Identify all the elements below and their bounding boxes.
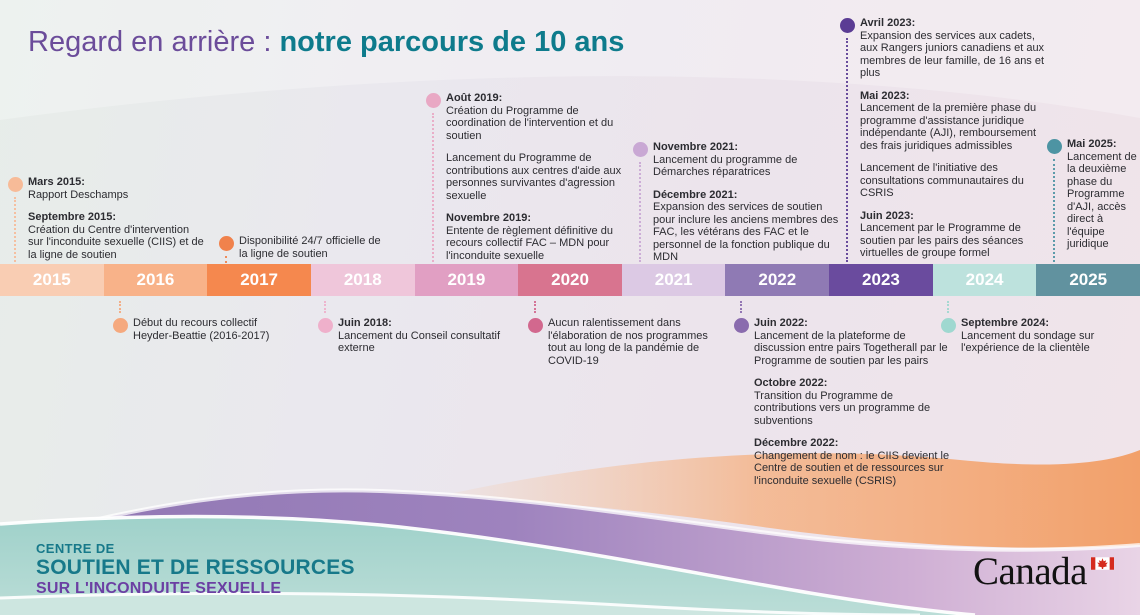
timeline-event-below-2022 — [754, 317, 950, 487]
year-2021: 2021 — [622, 264, 726, 296]
event-connector-line — [639, 162, 641, 262]
event-entry — [860, 90, 1050, 153]
event-dot-icon — [219, 236, 234, 251]
year-2015: 2015 — [0, 264, 104, 296]
event-text: Expansion des services aux cadets, aux Rangers juniors canadiens et aux membres de leur famille, de 16 ans et plus — [860, 29, 1045, 79]
event-text: Création du Programme de coordination de l'intervention et du soutien — [446, 104, 614, 142]
year-2020: 2020 — [518, 264, 622, 296]
event-text: Lancement de la plateforme de discussion entre pairs Togetherall par le Programme de soutien par les pairs — [754, 329, 948, 367]
timeline-event-above-2023 — [860, 17, 1050, 260]
event-date: Octobre 2022: — [754, 377, 828, 389]
year-2023: 2023 — [829, 264, 933, 296]
timeline-bar — [0, 264, 1140, 296]
page-title — [28, 25, 624, 60]
year-2024: 2024 — [933, 264, 1037, 296]
event-text: Transition du Programme de contributions vers un programme de subventions — [754, 389, 931, 427]
event-text: Lancement de la deuxième phase du Programme d'AJI, accès direct à l'équipe juridique — [1067, 150, 1137, 250]
event-date: Novembre 2021: — [653, 141, 738, 153]
timeline-event-above-2017 — [239, 235, 391, 260]
event-date: Août 2019: — [446, 92, 503, 104]
event-connector-line — [534, 301, 536, 313]
event-date: Juin 2018: — [338, 317, 392, 329]
event-text: Changement de nom : le CIIS devient le Centre de soutien et de ressources sur l'inconduite sexuelle (CSRIS) — [754, 449, 950, 487]
org-logo-line3: SUR L'INCONDUITE SEXUELLE — [36, 580, 282, 597]
event-dot-icon — [840, 18, 855, 33]
event-dot-icon — [734, 318, 749, 333]
timeline-event-below-2024 — [961, 317, 1113, 355]
timeline-event-below-2020 — [548, 317, 720, 367]
event-dot-icon — [1047, 139, 1062, 154]
event-text: Création du Centre d'intervention sur l'inconduite sexuelle (CIIS) et de la ligne de soutien — [28, 223, 204, 261]
event-text: Lancement de la première phase du programme d'assistance juridique indépendante (AJI), remboursement des frais juridiques admissibles — [860, 102, 1037, 152]
year-2019: 2019 — [415, 264, 519, 296]
event-entry — [548, 317, 720, 367]
event-date: Mai 2025: — [1067, 138, 1117, 150]
year-2018: 2018 — [311, 264, 415, 296]
event-dot-icon — [633, 142, 648, 157]
event-entry — [446, 212, 630, 262]
canada-wordmark: Canada — [973, 550, 1087, 593]
event-text: Lancement de l'initiative des consultations communautaires du CSRIS — [860, 162, 1024, 199]
event-text: Rapport Deschamps — [28, 188, 129, 201]
event-date: Juin 2022: — [754, 317, 808, 329]
org-logo-line2: SOUTIEN ET DE RESSOURCES — [36, 556, 355, 579]
event-text: Lancement du programme de Démarches réparatrices — [653, 153, 798, 178]
event-dot-icon — [426, 93, 441, 108]
event-entry — [653, 141, 841, 179]
event-connector-line — [947, 301, 949, 313]
year-2017: 2017 — [207, 264, 311, 296]
event-text: Aucun ralentissement dans l'élaboration de nos programmes tout au long de la pandémie de COVID-19 — [548, 317, 708, 367]
org-logo — [36, 541, 355, 598]
timeline-event-below-2018 — [338, 317, 510, 355]
event-date: Septembre 2015: — [28, 211, 117, 223]
event-text: Entente de règlement définitive du recours collectif FAC – MDN pour l'inconduite sexuelle — [446, 224, 613, 262]
event-connector-line — [225, 256, 227, 263]
event-entry — [446, 92, 630, 142]
event-dot-icon — [528, 318, 543, 333]
event-date: Décembre 2021: — [653, 188, 738, 201]
event-entry — [28, 176, 206, 201]
year-2025: 2025 — [1036, 264, 1140, 296]
event-dot-icon — [318, 318, 333, 333]
event-entry — [754, 377, 950, 427]
year-2016: 2016 — [104, 264, 208, 296]
event-text: Début du recours collectif Heyder-Beattie (2016-2017) — [133, 317, 270, 342]
event-entry — [860, 17, 1050, 80]
timeline-event-below-2016 — [133, 317, 295, 342]
event-date: Mars 2015: — [28, 176, 85, 188]
event-text: Lancement du sondage sur l'expérience de la clientèle — [961, 329, 1095, 354]
event-date: Décembre 2022: — [754, 437, 839, 449]
event-date: Avril 2023: — [860, 17, 916, 29]
event-entry — [133, 317, 295, 342]
event-entry — [653, 189, 841, 264]
event-entry — [446, 152, 630, 202]
timeline-event-above-2015 — [28, 176, 206, 261]
event-entry — [239, 235, 391, 260]
event-connector-line — [1053, 159, 1055, 262]
timeline-event-above-2021 — [653, 141, 841, 264]
year-2022: 2022 — [725, 264, 829, 296]
timeline-event-above-2025 — [1067, 138, 1140, 251]
event-dot-icon — [8, 177, 23, 192]
event-connector-line — [324, 301, 326, 313]
page-title-prefix: Regard en arrière : — [28, 26, 280, 58]
event-date: Septembre 2024: — [961, 317, 1050, 329]
event-entry — [860, 210, 1050, 260]
event-connector-line — [432, 113, 434, 262]
event-text: Lancement du Programme de contributions aux centres d'aide aux personnes survivantes d'agression sexuelle — [446, 152, 622, 202]
event-date: Novembre 2019: — [446, 212, 531, 224]
event-dot-icon — [113, 318, 128, 333]
event-entry — [961, 317, 1113, 355]
page-title-emphasis: notre parcours de 10 ans — [279, 26, 625, 58]
event-date: Juin 2023: — [860, 209, 914, 222]
event-entry — [860, 162, 1050, 200]
event-entry — [1067, 138, 1140, 251]
event-connector-line — [14, 197, 16, 262]
event-entry — [754, 437, 950, 487]
event-text: Disponibilité 24/7 officielle de la ligne de soutien — [239, 235, 381, 260]
event-connector-line — [119, 301, 121, 313]
event-dot-icon — [941, 318, 956, 333]
event-text: Lancement du Conseil consultatif externe — [338, 329, 501, 354]
event-date: Mai 2023: — [860, 89, 910, 102]
canada-flag-icon — [1091, 557, 1114, 570]
event-entry — [28, 211, 206, 261]
event-connector-line — [740, 301, 742, 313]
event-connector-line — [846, 38, 848, 262]
event-text: Expansion des services de soutien pour inclure les anciens membres des FAC, les vétérans des FAC et le personnel de la fonction publique du MDN — [653, 201, 839, 263]
event-text: Lancement par le Programme de soutien par les pairs des séances virtuelles de groupe formel — [860, 222, 1024, 259]
timeline-event-above-2019 — [446, 92, 630, 262]
event-entry — [338, 317, 510, 355]
event-entry — [754, 317, 950, 367]
org-logo-line1: CENTRE DE — [36, 541, 115, 556]
